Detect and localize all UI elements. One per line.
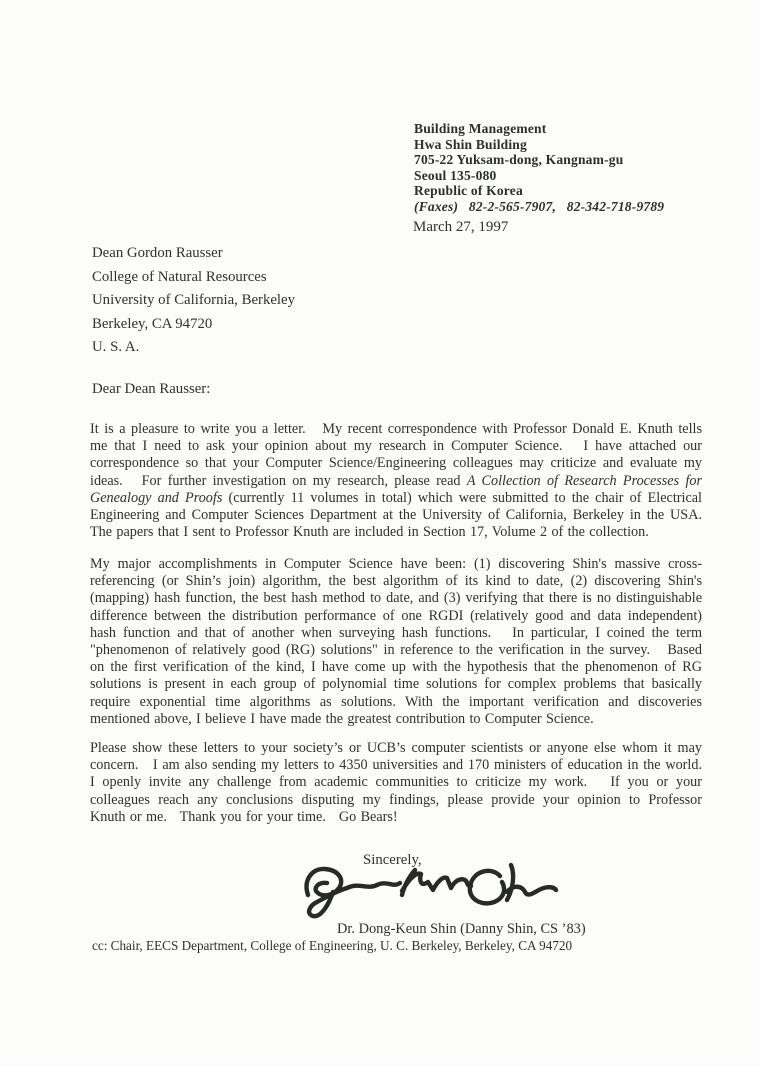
paragraph-3	[90, 740, 702, 826]
recipient-college: College of Natural Resources	[92, 268, 267, 285]
recipient-university: University of California, Berkeley	[92, 292, 295, 308]
signature-stroke-h-tail	[507, 865, 556, 900]
cc-line: cc: Chair, EECS Department, College of Engineering, U. C. Berkeley, Berkeley, CA 94720	[92, 938, 573, 953]
paragraph-1-line: It is a pleasure to write you a letter. My recent correspondence with Professor Donald E. Knuth tells	[90, 421, 702, 437]
paragraph-1-line: Engineering and Computer Sciences Department at the University of California, Berkeley in the USA.	[90, 507, 702, 524]
paragraph-2-line: mentioned above, I believe I have made the greatest contribution to Computer Science.	[90, 710, 594, 727]
sender-address-block	[414, 121, 664, 214]
date-line: March 27, 1997	[413, 219, 509, 235]
paragraph-1	[90, 421, 702, 541]
paragraph-2	[90, 556, 702, 728]
paragraph-2-line: (mapping) hash function, the best hash method to date, and (3) verifying that there is no distinguishable	[90, 590, 702, 607]
sender-line-country: Republic of Korea	[414, 183, 523, 198]
paragraph-2-line: solutions is present in each group of polynomial time solutions for complex problems that basically	[90, 676, 702, 693]
recipient-city: Berkeley, CA 94720	[92, 315, 213, 332]
sender-fax-line: (Faxes) 82-2-565-7907, 82-342-718-9789	[414, 198, 665, 214]
paragraph-3-line: colleagues reach any conclusions disputing my findings, please provide your opinion to Professor	[90, 791, 702, 808]
signed-name-line: Dr. Dong-Keun Shin (Danny Shin, CS ’83)	[337, 921, 586, 937]
sender-line-org: Building Management	[414, 121, 547, 136]
paragraph-2-line: difference between the distribution performance of one RGDI (relatively good and data independent)	[90, 607, 702, 624]
sender-line-street: 705-22 Yuksam-dong, Kangnam-gu	[414, 152, 624, 167]
sender-line-city: Seoul 135-080	[414, 167, 497, 183]
paragraph-1-line: correspondence so that your Computer Science/Engineering colleagues may criticize and evaluate my	[90, 455, 702, 472]
signature-stroke-s-curve	[470, 871, 504, 904]
paragraph-2-line: referencing (or Shin’s join) algorithm, the best algorithm of its kind to date, (2) discovering Shin's	[90, 573, 702, 590]
paragraph-3-line: I openly invite any challenge from academic communities to criticize my work. If you or your	[90, 774, 702, 791]
paragraph-1-line: Genealogy and Proofs (currently 11 volumes in total) which were submitted to the chair of Electrical	[90, 489, 702, 506]
paragraph-2-line: require exponential time algorithms as solutions. With the important verification and discoveries	[90, 693, 702, 710]
handwritten-signature	[302, 862, 560, 920]
paragraph-3-line: concern. I am also sending my letters to 4350 universities and 170 ministers of education in the world.	[90, 757, 702, 774]
signature-stroke-kean	[402, 870, 471, 895]
recipient-country: U. S. A.	[92, 339, 140, 355]
sender-line-building: Hwa Shin Building	[414, 136, 527, 152]
paragraph-1-line: The papers that I sent to Professor Knuth are included in Section 17, Volume 2 of the collection.	[90, 524, 649, 541]
salutation-line: Dear Dean Rausser:	[92, 381, 211, 397]
paragraph-3-line: Knuth or me. Thank you for your time. Go Bears!	[90, 808, 398, 825]
paragraph-1-line: me that I need to ask your opinion about my research in Computer Science. I have attached our	[90, 438, 702, 455]
recipient-name: Dean Gordon Rausser	[92, 245, 223, 261]
paragraph-1-line: ideas. For further investigation on my research, please read A Collection of Research Processes for	[90, 472, 702, 489]
valediction-line: Sincerely,	[363, 852, 422, 868]
recipient-address-block	[92, 242, 295, 360]
paragraph-2-line: on the first verification of the kind, I have come up with the hypothesis that the phenomenon of RG	[90, 659, 702, 676]
paragraph-2-line: My major accomplishments in Computer Science have been: (1) discovering Shin's massive cross-	[90, 556, 702, 572]
paragraph-3-line: Please show these letters to your society’s or UCB’s computer scientists or anyone else whom it may	[90, 740, 702, 756]
signature-stroke-connector	[347, 883, 400, 888]
paragraph-2-line: "phenomenon of relatively good (RG) solutions" in reference to the verification in the survey. Based	[90, 642, 702, 659]
paragraph-2-line: hash function and that of another when surveying hash functions. In particular, I coined the term	[90, 624, 702, 641]
